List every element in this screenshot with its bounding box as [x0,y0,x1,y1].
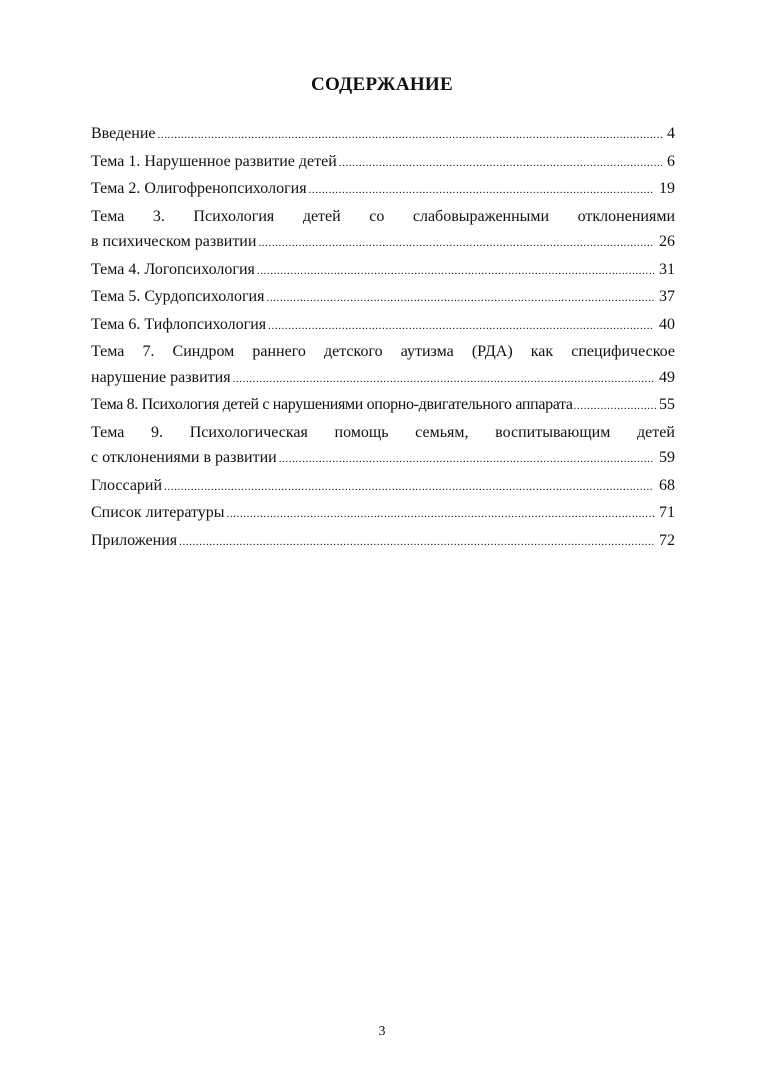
toc-word: помощь [334,423,389,441]
toc-label-continuation [91,445,675,473]
toc-label-line [91,420,675,446]
toc-word: детского [323,343,383,360]
toc-word: 3. [152,207,165,225]
toc-word: детей [302,207,341,225]
toc-label: Тема 4. Логопсихология [91,260,255,278]
toc-word: воспитывающим [495,423,611,441]
toc-word: специфическое [571,343,675,360]
toc-word: семьям, [415,423,469,441]
toc-label: Тема 1. Нарушенное развитие детей [91,152,337,170]
toc-label-line [91,339,675,365]
toc-entry-glossary[interactable] [91,473,675,501]
toc-page-number: 31 [659,260,675,278]
toc-label: Тема 2. Олигофренопсихология [91,180,307,197]
toc-page-number: 55 [659,396,675,413]
toc-entry-topic-1[interactable] [91,149,675,177]
toc-label: Глоссарий [91,476,163,494]
toc-leader-dots [158,123,663,149]
toc-word: раннего [252,343,306,360]
toc-word: Тема [91,423,125,441]
toc-page-number: 19 [659,180,675,197]
toc-leader-dots [266,286,654,312]
toc-leader-dots [574,394,657,420]
toc-word: со [369,207,385,225]
toc-leader-dots [233,367,654,393]
toc-word: детей [637,423,675,441]
toc-word: аутизма [400,343,454,360]
toc-label: Введение [91,125,156,142]
toc-leader-dots [339,151,662,177]
toc-entry-topic-9[interactable] [91,420,675,473]
table-of-contents [91,121,675,555]
toc-label: Тема 8. Психология детей с нарушениями опорно-двигательного аппарата [91,396,573,413]
toc-word: 7. [142,343,155,360]
toc-page-number: 40 [659,315,675,333]
toc-leader-dots [164,475,654,501]
toc-label: Список литературы [91,504,225,521]
toc-page-number: 59 [659,449,675,466]
toc-word: слабовыраженными [412,207,550,225]
toc-page-number: 72 [659,531,675,549]
toc-page-number: 4 [667,125,675,142]
toc-word: Психология [193,207,275,225]
toc-label-continuation [91,229,675,257]
toc-word: 9. [151,423,164,441]
toc-page-number: 71 [659,504,675,521]
toc-entry-topic-5[interactable] [91,284,675,312]
toc-word: как [530,343,554,360]
toc-label: Приложения [91,531,178,549]
toc-entry-topic-8[interactable] [91,392,675,420]
toc-page-number: 68 [659,476,675,494]
toc-label-continuation [91,365,675,393]
toc-entry-introduction[interactable] [91,121,675,149]
page-number: 3 [378,1024,386,1039]
toc-label: нарушение развития [91,368,231,386]
toc-label: в психическом развитии [91,233,257,250]
toc-label: Тема 5. Сурдопсихология [91,288,265,305]
toc-leader-dots [309,178,654,204]
toc-entry-topic-3[interactable] [91,204,675,257]
toc-page-number: 49 [659,368,675,386]
toc-leader-dots [257,259,654,285]
page-title: СОДЕРЖАНИЕ [311,74,453,95]
toc-entry-topic-6[interactable] [91,312,675,340]
toc-leader-dots [227,502,654,528]
toc-leader-dots [279,447,654,473]
toc-label: Тема 6. Тифлопсихология [91,315,267,333]
toc-word: (РДА) [471,343,513,360]
toc-leader-dots [179,530,654,556]
toc-label-line [91,204,675,230]
toc-page-number: 37 [659,288,675,305]
toc-entry-appendices[interactable] [91,528,675,556]
toc-word: Психологическая [189,423,308,441]
toc-label: с отклонениями в развитии [91,449,277,466]
toc-leader-dots [258,231,654,257]
toc-word: Тема [91,207,125,225]
toc-word: Синдром [172,343,235,360]
toc-entry-topic-7[interactable] [91,339,675,392]
toc-entry-topic-4[interactable] [91,257,675,285]
toc-page-number: 26 [659,233,675,250]
toc-word: Тема [91,343,125,360]
toc-entry-references[interactable] [91,500,675,528]
toc-leader-dots [268,314,654,340]
toc-page-number: 6 [667,152,675,170]
toc-entry-topic-2[interactable] [91,176,675,204]
toc-word: отклонениями [577,207,675,225]
